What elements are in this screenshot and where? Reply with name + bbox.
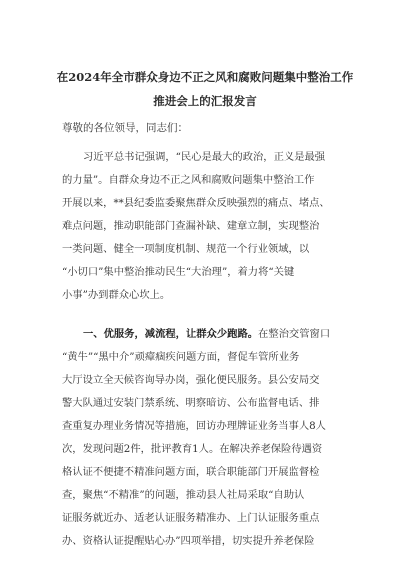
paragraph-1-line: 的力量”。自群众身边不正之风和腐败问题集中整治工作 bbox=[62, 174, 315, 186]
paragraph-1-line: 开展以来，**县纪委监委聚焦群众反映强烈的痛点、堵点、 bbox=[62, 197, 330, 209]
paragraph-1-line: 习近平总书记强调，“民心是最大的政治，正义是最强 bbox=[83, 151, 326, 163]
paragraph-1-line: “小切口”集中整治推动民生“大治理”，着力将“关键 bbox=[62, 266, 295, 278]
paragraph-2-line: 查，聚焦“不精准”的问题，推动县人社局采取“自助认 bbox=[62, 489, 305, 501]
paragraph-2 bbox=[62, 323, 352, 553]
paragraph-2-line: 查重复办理业务情况等措施，回访办理牌证业务当事人8人 bbox=[62, 420, 326, 432]
paragraph-1-line: 一类问题、健全一项制度机制、规范一个行业领域，以 bbox=[62, 243, 310, 255]
paragraph-2-line: 证服务就近办、适老认证服务精准办、上门认证服务重点 bbox=[62, 512, 320, 524]
paragraph-2-first-line bbox=[62, 323, 352, 346]
paragraph-2-line: “黄牛”“黑中介”顽瘴痼疾问题方面，督促车管所业务 bbox=[62, 351, 300, 363]
paragraph-2-first-line-text: 在整治交管窗口 bbox=[258, 328, 331, 340]
paragraph-2-line: 格认证不便捷不精准问题方面，联合职能部门开展监督检 bbox=[62, 466, 320, 478]
paragraph-2-line: 警大队通过安装门禁系统、明察暗访、公布监督电话、排 bbox=[62, 397, 320, 409]
paragraph-1 bbox=[62, 146, 352, 307]
salutation: 尊敬的各位领导，同志们： bbox=[62, 122, 188, 134]
document-title-line-2: 推进会上的汇报发言 bbox=[153, 94, 257, 108]
paragraph-1-line: 小事”办到群众心坎上。 bbox=[62, 289, 171, 301]
document-title-line-1: 在2024年全市群众身边不正之风和腐败问题集中整治工作 bbox=[56, 70, 354, 84]
section-heading: 一、优服务，减流程，让群众少跑路。 bbox=[83, 328, 259, 340]
paragraph-2-line: 大厅设立全天候咨询导办岗，强化便民服务。县公安局交 bbox=[62, 374, 320, 386]
paragraph-2-line: 办、资格认证提醒贴心办”四项举措，切实提升养老保险 bbox=[62, 535, 315, 547]
paragraph-1-line: 难点问题，推动职能部门查漏补缺、建章立制，实现整治 bbox=[62, 220, 320, 232]
paragraph-2-line: 次，发现问题2件，批评教育1人。在解决养老保险待遇资 bbox=[62, 443, 323, 455]
